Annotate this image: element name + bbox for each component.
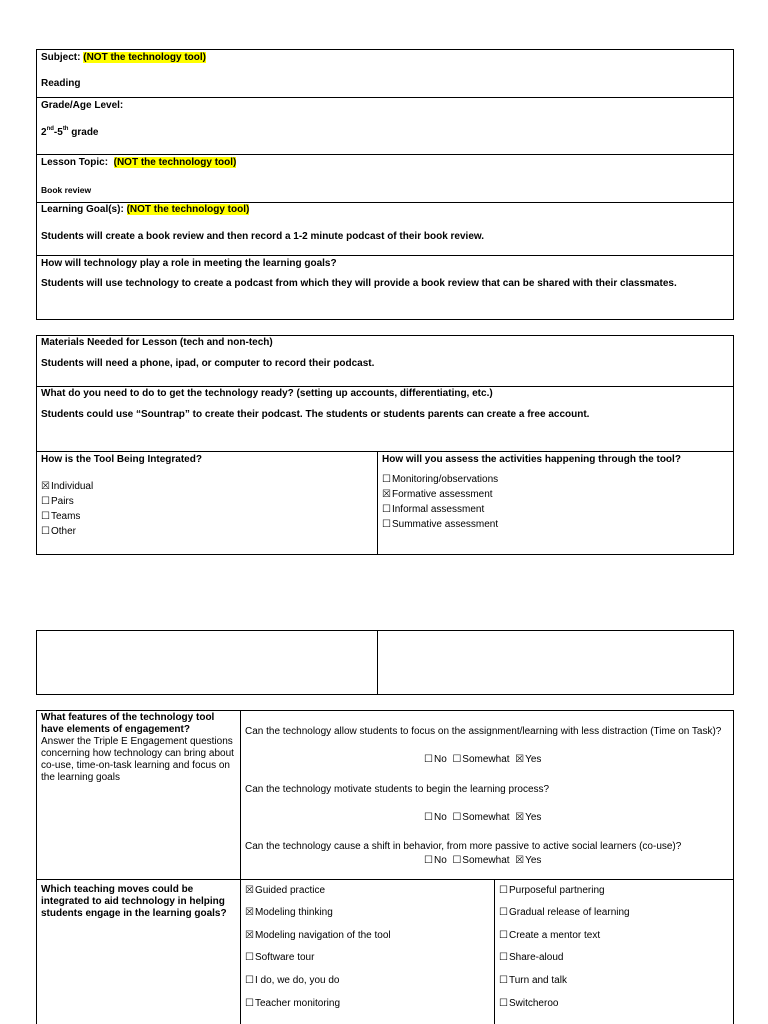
answer-somewhat[interactable]: ☐Somewhat bbox=[452, 812, 510, 823]
checkbox-icon: ☐ bbox=[424, 754, 433, 765]
move-option[interactable]: ☒Modeling thinking bbox=[245, 907, 333, 918]
column-divider bbox=[240, 711, 241, 1024]
q1-answers bbox=[424, 754, 541, 765]
subject-label: Subject: bbox=[41, 52, 81, 63]
goal-value: Students will create a book review and then record a 1-2 minute podcast of their book review. bbox=[41, 231, 485, 242]
checkbox-icon: ☐ bbox=[382, 474, 391, 485]
features-heading: What features of the technology tool have elements of engagement? bbox=[41, 712, 215, 735]
materials-value: Students will need a phone, ipad, or computer to record their podcast. bbox=[41, 358, 375, 369]
grade-label: Grade/Age Level: bbox=[41, 100, 124, 111]
role-answer: Students will use technology to create a podcast from which they will provide a book review that can be shared with their classmates. bbox=[41, 278, 677, 289]
checkbox-icon: ☐ bbox=[245, 998, 254, 1009]
answer-no[interactable]: ☐No bbox=[424, 855, 447, 866]
subject-cell bbox=[37, 50, 733, 98]
checkbox-icon: ☐ bbox=[499, 998, 508, 1009]
grade-cell bbox=[37, 98, 733, 155]
checkbox-icon: ☐ bbox=[452, 812, 462, 823]
question-co-use: Can the technology cause a shift in behavior, from more passive to active social learners (co-use)? bbox=[245, 841, 682, 852]
checkbox-icon: ☐ bbox=[41, 526, 50, 537]
checkbox-icon: ☐ bbox=[452, 855, 462, 866]
checkbox-icon: ☐ bbox=[41, 511, 50, 522]
move-option[interactable]: ☐Create a mentor text bbox=[499, 930, 601, 941]
checkbox-icon: ☐ bbox=[499, 930, 508, 941]
grade-value: 2nd-5th grade bbox=[41, 126, 99, 138]
topic-value: Book review bbox=[41, 185, 92, 195]
column-divider bbox=[377, 452, 378, 554]
ready-cell bbox=[37, 387, 733, 452]
checkbox-icon: ☐ bbox=[382, 519, 391, 530]
question-motivation: Can the technology motivate students to begin the learning process? bbox=[245, 784, 550, 795]
assess-option[interactable]: ☐Monitoring/observations bbox=[382, 474, 499, 485]
checkbox-icon: ☐ bbox=[499, 907, 508, 918]
checkbox-checked-icon: ☒ bbox=[245, 907, 254, 918]
move-option[interactable]: ☐Purposeful partnering bbox=[499, 885, 605, 896]
move-option[interactable]: ☒Guided practice bbox=[245, 885, 326, 896]
ready-answer: Students could use “Sountrap” to create their podcast. The students or students parents can create a free account. bbox=[41, 409, 590, 420]
answer-yes[interactable]: ☒Yes bbox=[515, 855, 542, 866]
goal-label: Learning Goal(s): bbox=[41, 204, 124, 215]
materials-cell bbox=[37, 336, 733, 387]
checkbox-icon: ☐ bbox=[41, 496, 50, 507]
checkbox-icon: ☐ bbox=[499, 952, 508, 963]
move-option[interactable]: ☐Switcheroo bbox=[499, 998, 559, 1009]
move-option[interactable]: ☐Teacher monitoring bbox=[245, 998, 341, 1009]
role-question: How will technology play a role in meeting the learning goals? bbox=[41, 258, 337, 269]
materials-table bbox=[36, 335, 734, 555]
checkbox-checked-icon: ☒ bbox=[41, 481, 50, 492]
moves-column-divider bbox=[494, 879, 495, 1024]
question-time-on-task: Can the technology allow students to focus on the assignment/learning with less distraction (Time on Task)? bbox=[245, 726, 722, 737]
assess-option[interactable]: ☒Formative assessment bbox=[382, 489, 493, 500]
ready-question: What do you need to do to get the technology ready? (setting up accounts, differentiating, etc.) bbox=[41, 388, 493, 399]
integration-option[interactable]: ☐Teams bbox=[41, 511, 81, 522]
move-option[interactable]: ☐Gradual release of learning bbox=[499, 907, 630, 918]
subject-value: Reading bbox=[41, 78, 81, 89]
empty-table bbox=[36, 630, 734, 695]
moves-heading: Which teaching moves could be integrated to aid technology in helping students engage in the learning goals? bbox=[41, 884, 227, 919]
checkbox-icon: ☐ bbox=[499, 975, 508, 986]
answer-no[interactable]: ☐No bbox=[424, 812, 447, 823]
checkbox-icon: ☐ bbox=[424, 855, 433, 866]
row-divider bbox=[37, 879, 733, 880]
topic-label: Lesson Topic: bbox=[41, 157, 109, 168]
checkbox-icon: ☐ bbox=[424, 812, 433, 823]
answer-somewhat[interactable]: ☐Somewhat bbox=[452, 754, 510, 765]
answer-yes[interactable]: ☒Yes bbox=[515, 754, 542, 765]
subject-note: (NOT the technology tool) bbox=[83, 52, 206, 63]
column-divider bbox=[377, 631, 378, 694]
q2-answers bbox=[424, 812, 541, 823]
q3-answers bbox=[424, 855, 541, 866]
answer-somewhat[interactable]: ☐Somewhat bbox=[452, 855, 510, 866]
checkbox-icon: ☐ bbox=[245, 952, 254, 963]
answer-no[interactable]: ☐No bbox=[424, 754, 447, 765]
move-option[interactable]: ☐Turn and talk bbox=[499, 975, 567, 986]
engagement-table bbox=[36, 710, 734, 1024]
answer-yes[interactable]: ☒Yes bbox=[515, 812, 542, 823]
checkbox-icon: ☐ bbox=[499, 885, 508, 896]
topic-note: (NOT the technology tool) bbox=[113, 157, 237, 168]
topic-cell bbox=[37, 155, 733, 203]
checkbox-checked-icon: ☒ bbox=[515, 754, 525, 765]
move-option[interactable]: ☐Software tour bbox=[245, 952, 315, 963]
assess-option[interactable]: ☐Summative assessment bbox=[382, 519, 499, 530]
goal-cell bbox=[37, 203, 733, 256]
checkbox-checked-icon: ☒ bbox=[245, 930, 254, 941]
checkbox-checked-icon: ☒ bbox=[382, 489, 391, 500]
checkbox-checked-icon: ☒ bbox=[515, 812, 525, 823]
checkbox-checked-icon: ☒ bbox=[245, 885, 254, 896]
checkbox-checked-icon: ☒ bbox=[515, 855, 525, 866]
assess-option[interactable]: ☐Informal assessment bbox=[382, 504, 485, 515]
lesson-info-table bbox=[36, 49, 734, 320]
materials-label: Materials Needed for Lesson (tech and non-tech) bbox=[41, 337, 273, 348]
integration-option[interactable]: ☒Individual bbox=[41, 481, 94, 492]
checkbox-icon: ☐ bbox=[452, 754, 462, 765]
checkbox-icon: ☐ bbox=[382, 504, 391, 515]
goal-note: (NOT the technology tool) bbox=[126, 204, 250, 215]
move-option[interactable]: ☒Modeling navigation of the tool bbox=[245, 930, 391, 941]
integration-option[interactable]: ☐Other bbox=[41, 526, 76, 537]
integration-heading: How is the Tool Being Integrated? bbox=[41, 454, 202, 465]
features-description: Answer the Triple E Engagement questions concerning how technology can bring about co-use, time-on-task learning and focus on the learning goals bbox=[41, 736, 234, 783]
integration-option[interactable]: ☐Pairs bbox=[41, 496, 74, 507]
move-option[interactable]: ☐Share-aloud bbox=[499, 952, 564, 963]
role-cell bbox=[37, 256, 733, 319]
move-option[interactable]: ☐I do, we do, you do bbox=[245, 975, 340, 986]
assess-heading: How will you assess the activities happening through the tool? bbox=[382, 454, 681, 465]
checkbox-icon: ☐ bbox=[245, 975, 254, 986]
